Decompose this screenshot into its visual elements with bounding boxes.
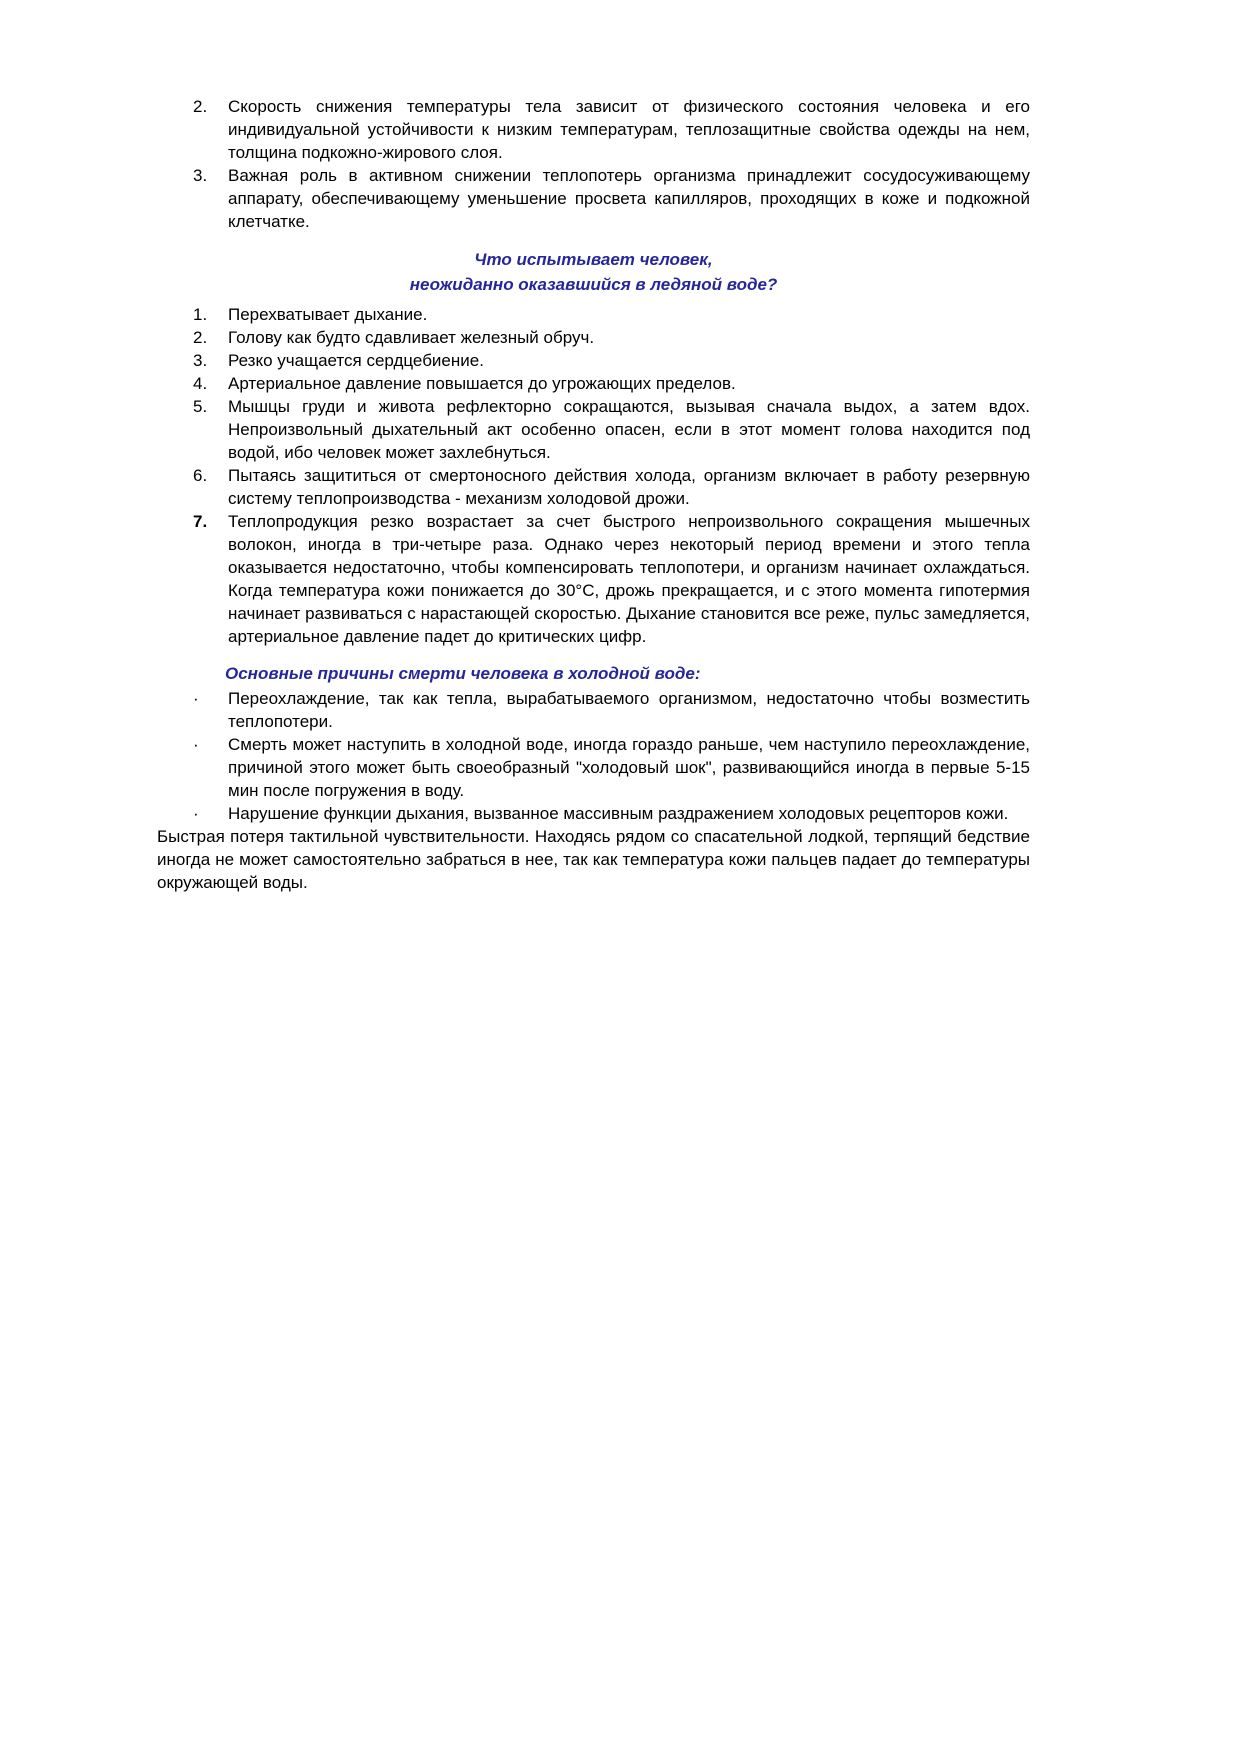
list-marker: 6.	[193, 466, 208, 485]
list-text: Пытаясь защититься от смертоносного действия холода, организм включает в работу резервную систему теплопроизводства - механизм холодовой дрожи.	[228, 466, 1030, 508]
list-text: Переохлаждение, так как тепла, вырабатываемого организмом, недостаточно чтобы возместить теплопотери.	[228, 689, 1030, 731]
list-text: Смерть может наступить в холодной воде, иногда гораздо раньше, чем наступило переохлаждение, причиной этого может быть своеобразный "холодовый шок", развивающийся иногда в первые 5-15 мин после погружения в воду.	[228, 735, 1030, 800]
list-item	[193, 326, 1030, 349]
bullet-marker: ·	[193, 735, 199, 754]
top-numbered-list	[193, 95, 1030, 233]
list-text: Скорость снижения температуры тела зависит от физического состояния человека и его индивидуальной устойчивости к низким температурам, теплозащитные свойства одежды на нем, толщина подкожно-жирового слоя.	[228, 97, 1030, 162]
list-marker: 3.	[193, 351, 208, 370]
list-item	[193, 510, 1030, 648]
list-text: Нарушение функции дыхания, вызванное массивным раздражением холодовых рецепторов кожи.	[228, 804, 1009, 823]
list-item	[193, 687, 1030, 733]
list-text: Важная роль в активном снижении теплопотерь организма принадлежит сосудосуживающему аппарату, обеспечивающему уменьшение просвета капилляров, проходящих в коже и подкожной клетчатке.	[228, 166, 1030, 231]
list-item	[193, 164, 1030, 233]
bullet-marker: ·	[193, 804, 199, 823]
heading-line-1: Что испытывает человек,	[474, 250, 713, 269]
section-heading-death-causes: Основные причины смерти человека в холодной воде:	[225, 664, 701, 683]
list-text: Теплопродукция резко возрастает за счет быстрого непроизвольного сокращения мышечных волокон, иногда в три-четыре раза. Однако через некоторый период времени и этого тепла оказывается недостаточно, чтобы компенсировать теплопотери, и организм начинает охлаждаться. Когда температура кожи понижается до 30°С, дрожь прекращается, и с этого момента гипотермия начинает развиваться с нарастающей скоростью. Дыхание становится все реже, пульс замедляется, артериальное давление падет до критических цифр.	[228, 512, 1030, 646]
list-item	[193, 395, 1030, 464]
list-marker: 4.	[193, 374, 208, 393]
bullet-marker: ·	[193, 689, 199, 708]
list-marker: 3.	[193, 166, 208, 185]
list-text: Голову как будто сдавливает железный обруч.	[228, 328, 595, 347]
list-item	[193, 349, 1030, 372]
list-item	[193, 372, 1030, 395]
list-item	[193, 303, 1030, 326]
list-text: Резко учащается сердцебиение.	[228, 351, 484, 370]
list-text: Перехватывает дыхание.	[228, 305, 428, 324]
section-heading-cold-water	[157, 247, 1030, 297]
list-marker: 5.	[193, 397, 208, 416]
closing-paragraph: Быстрая потеря тактильной чувствительности. Находясь рядом со спасательной лодкой, терпящий бедствие иногда не может самостоятельно забраться в нее, так как температура кожи пальцев падает до температуры окружающей воды.	[157, 827, 1030, 892]
list-text: Мышцы груди и живота рефлекторно сокращаются, вызывая сначала выдох, а затем вдох. Непроизвольный дыхательный акт особенно опасен, если в этот момент голова находится под водой, ибо человек может захлебнуться.	[228, 397, 1030, 462]
list-marker: 7.	[193, 512, 208, 531]
list-marker: 2.	[193, 97, 208, 116]
causes-bulleted-list	[193, 687, 1030, 825]
heading-line-2: неожиданно оказавшийся в ледяной воде?	[409, 275, 778, 294]
list-item	[193, 95, 1030, 164]
list-marker: 2.	[193, 328, 208, 347]
list-item	[193, 464, 1030, 510]
list-item	[193, 802, 1030, 825]
list-marker: 1.	[193, 305, 208, 324]
list-item	[193, 733, 1030, 802]
list-text: Артериальное давление повышается до угрожающих пределов.	[228, 374, 736, 393]
experience-numbered-list	[193, 303, 1030, 648]
